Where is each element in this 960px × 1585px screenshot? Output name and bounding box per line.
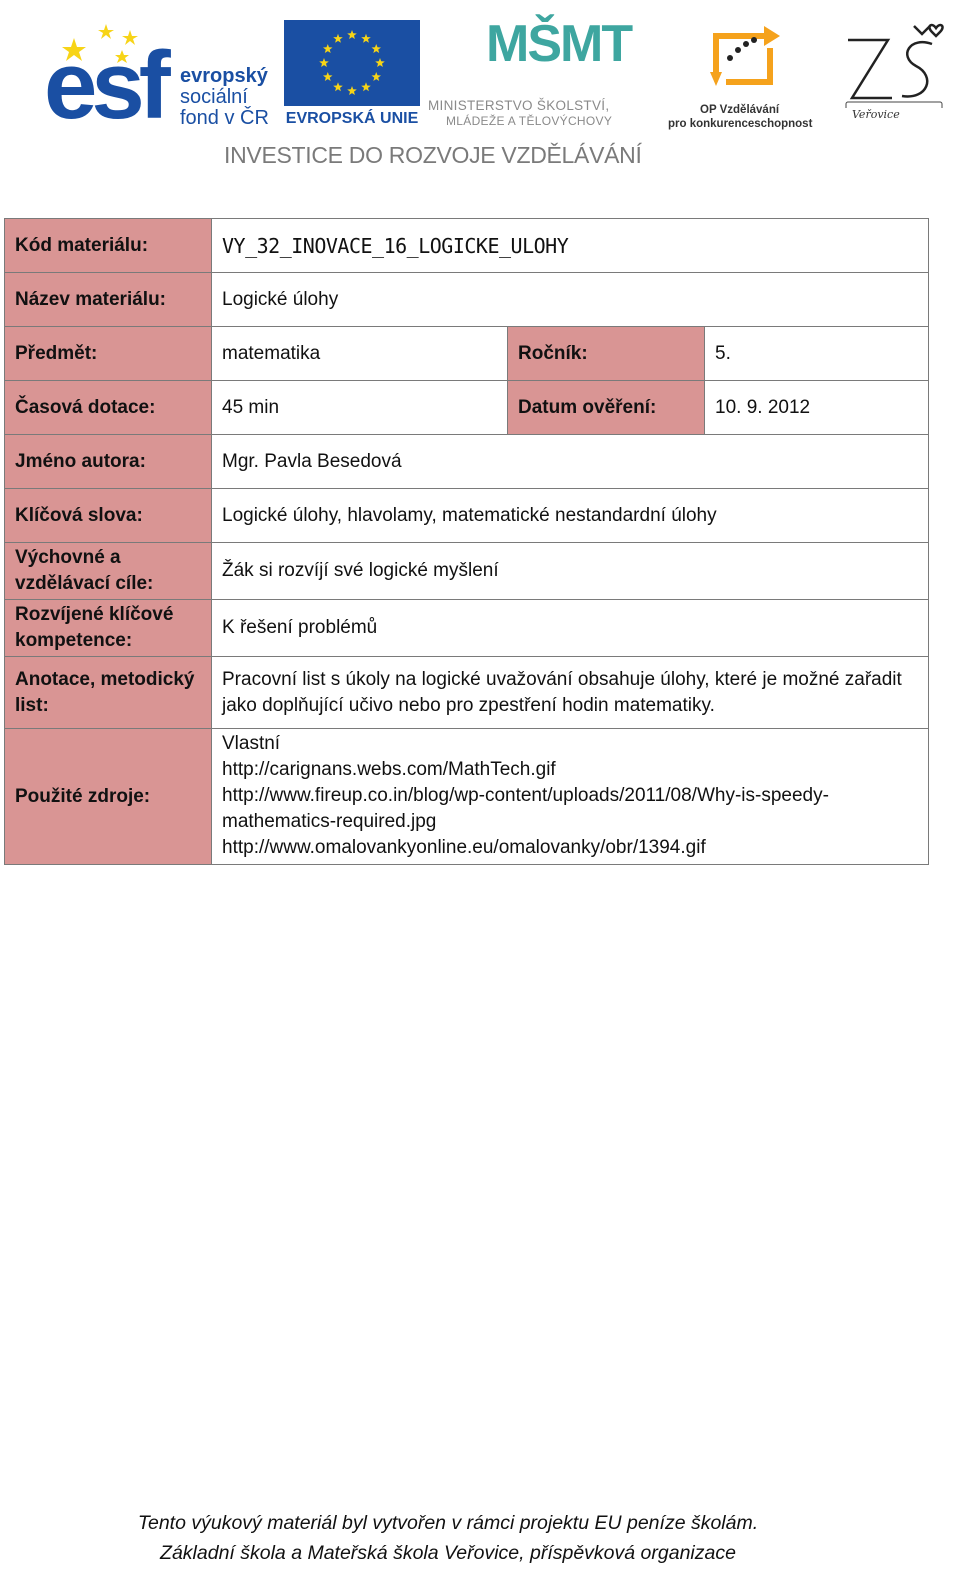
rocnik-value: 5. — [705, 327, 929, 381]
msmt-logo — [428, 14, 660, 134]
zdroje-item: Vlastní — [222, 733, 281, 754]
tagline: INVESTICE DO ROZVOJE VZDĚLÁVÁNÍ — [224, 142, 642, 168]
footer — [0, 1508, 896, 1568]
overeni-value: 10. 9. 2012 — [705, 381, 929, 435]
eu-flag-icon — [284, 20, 420, 108]
slova-label: Klíčová slova: — [5, 489, 212, 543]
dotace-value: 45 min — [212, 381, 508, 435]
predmet-label: Předmět: — [5, 327, 212, 381]
esf-caption — [180, 66, 269, 129]
kod-label: Kód materiálu: — [5, 219, 212, 273]
zdroje-item: http://www.fireup.co.in/blog/wp-content/uploads/2011/08/Why-is-speedy-mathematics-required.jpg — [222, 785, 829, 832]
op-arrows-icon — [664, 14, 824, 102]
msmt-line-1: MINISTERSTVO ŠKOLSTVÍ, — [428, 98, 610, 113]
cile-value: Žák si rozvíjí své logické myšlení — [212, 543, 929, 600]
zdroje-list — [212, 729, 929, 865]
row-kod — [5, 219, 929, 273]
autor-label: Jméno autora: — [5, 435, 212, 489]
anotace-value: Pracovní list s úkoly na logické uvažování obsahuje úlohy, které je možné zařadit jako doplňující učivo nebo pro zpestření hodin matematiky. — [212, 657, 929, 729]
op-line-1: OP Vzdělávání — [700, 104, 780, 116]
nazev-label: Název materiálu: — [5, 273, 212, 327]
esf-letters: esf — [44, 32, 165, 139]
dotace-label: Časová dotace: — [5, 381, 212, 435]
kompetence-label: Rozvíjené klíčové kompetence: — [5, 600, 212, 657]
row-autor — [5, 435, 929, 489]
zs-lettering-icon — [840, 16, 950, 108]
esf-line-2: sociální — [180, 86, 248, 108]
nazev-value: Logické úlohy — [212, 273, 929, 327]
esf-line-3: fond v ČR — [180, 107, 269, 129]
op-line-2: pro konkurenceschopnost — [668, 118, 813, 130]
esf-line-1: evropský — [180, 65, 268, 87]
esf-logo — [44, 20, 274, 139]
zs-town: Veřovice — [852, 108, 900, 121]
row-kompetence — [5, 600, 929, 657]
kod-value: VY_32_INOVACE_16_LOGICKE_ULOHY — [212, 219, 929, 273]
eu-label: EVROPSKÁ UNIE — [285, 110, 419, 127]
zdroje-item: http://www.omalovankyonline.eu/omalovanky/obr/1394.gif — [222, 837, 706, 858]
zdroje-item: http://carignans.webs.com/MathTech.gif — [222, 759, 556, 780]
row-dotace — [5, 381, 929, 435]
row-predmet — [5, 327, 929, 381]
zdroje-label: Použité zdroje: — [5, 729, 212, 865]
msmt-line-2: MLÁDEŽE A TĚLOVÝCHOVY — [446, 114, 613, 128]
overeni-label: Datum ověření: — [508, 381, 705, 435]
zs-school-logo — [840, 16, 950, 128]
predmet-value: matematika — [212, 327, 508, 381]
autor-value: Mgr. Pavla Besedová — [212, 435, 929, 489]
slova-value: Logické úlohy, hlavolamy, matematické nestandardní úlohy — [212, 489, 929, 543]
row-nazev — [5, 273, 929, 327]
eu-logo — [284, 20, 420, 132]
msmt-letters: MŠMT — [486, 15, 632, 73]
row-slova — [5, 489, 929, 543]
row-anotace — [5, 657, 929, 729]
rocnik-label: Ročník: — [508, 327, 705, 381]
op-logo — [664, 14, 824, 134]
cile-label: Výchovné a vzdělávací cíle: — [5, 543, 212, 600]
kompetence-value: K řešení problémů — [212, 600, 929, 657]
material-info-table — [4, 218, 929, 865]
footer-line-1: Tento výukový materiál byl vytvořen v rámci projektu EU peníze školám. — [137, 1512, 759, 1534]
row-cile — [5, 543, 929, 600]
footer-line-2: Základní škola a Mateřská škola Veřovice, příspěvková organizace — [160, 1542, 736, 1564]
row-zdroje — [5, 729, 929, 865]
anotace-label: Anotace, metodický list: — [5, 657, 212, 729]
